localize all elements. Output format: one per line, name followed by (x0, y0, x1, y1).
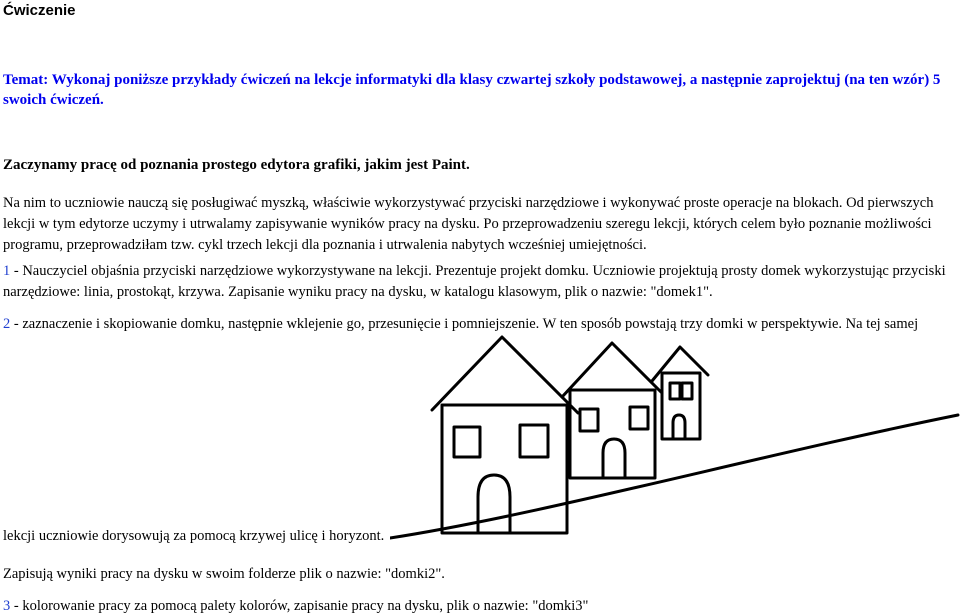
step-3-number: 3 (3, 598, 11, 614)
continuation-paragraph: lekcji uczniowie dorysowują za pomocą krzywej ulicę i horyzont. (3, 528, 385, 544)
houses-drawing (390, 335, 960, 545)
step-3-text: - kolorowanie pracy za pomocą palety kolorów, zapisanie pracy na dysku, plik o nazwie: "domki3" (10, 598, 589, 614)
step-1-number: 1 (3, 263, 11, 279)
step-1-text: - Nauczyciel objaśnia przyciski narzędziowe wykorzystywane na lekcji. Prezentuje projekt domku. Uczniowie projektują prosty domek wykorzystując przyciski narzędziowe: linia, prostokąt, krzywa. Zapisanie wyniku pracy na dysku, w katalogu klasowym, plik o nazwie: "domek1". (3, 263, 946, 300)
step-1-paragraph (3, 261, 958, 303)
house-large (432, 337, 578, 533)
intro-paragraph: Na nim to uczniowie nauczą się posługiwać myszką, właściwie wykorzystywać przyciski narzędziowe i wykonywać proste operacje na blokach. Od pierwszych lekcji w tym edytorze uczymy i utrwalamy zapisywanie wyników pracy na dysku. Po przeprowadzeniu szeregu lekcji, których celem było poznanie możliwości programu, przeprowadziłam tzw. cykl trzech lekcji dla poznania i utrwalenia nabytych wcześniej umiejętności. (3, 195, 934, 253)
page-heading: Ćwiczenie (3, 2, 76, 19)
step-2-paragraph (3, 314, 958, 335)
step-2-text: - zaznaczenie i skopiowanie domku, następnie wklejenie go, przesunięcie i pomniejszenie. W ten sposób powstają trzy domki w perspektywie. Na tej samej (10, 316, 919, 332)
step-3-paragraph (3, 598, 588, 615)
step-2-number: 2 (3, 316, 11, 332)
save-note-paragraph: Zapisują wyniki pracy na dysku w swoim folderze plik o nazwie: "domki2". (3, 566, 445, 582)
topic-text: Temat: Wykonaj poniższe przykłady ćwiczeń na lekcje informatyki dla klasy czwartej szkoły podstawowej, a następnie zaprojektuj (na ten wzór) 5 swoich ćwiczeń. (3, 72, 941, 108)
lead-paragraph: Zaczynamy pracę od poznania prostego edytora grafiki, jakim jest Paint. (3, 157, 470, 173)
